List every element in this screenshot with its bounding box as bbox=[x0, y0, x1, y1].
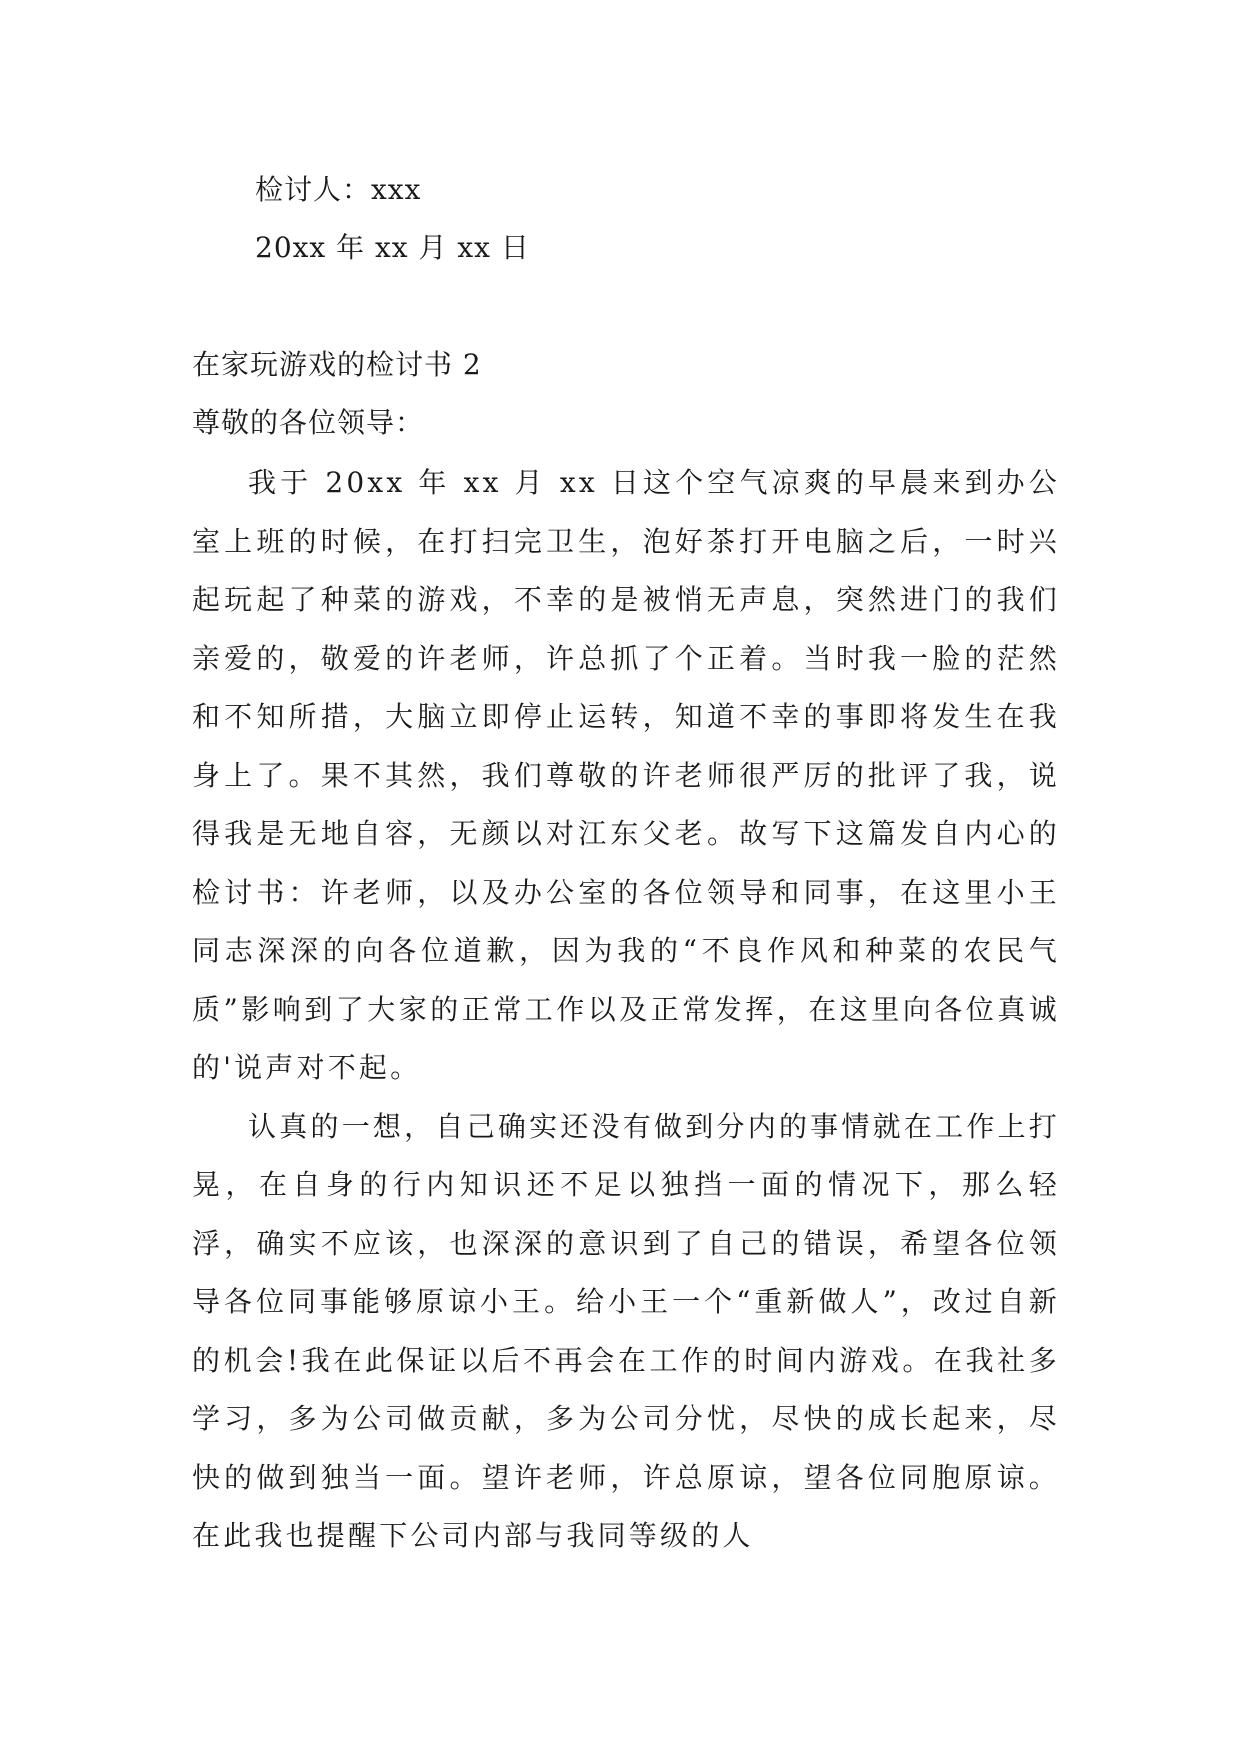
signature-date: 20xx 年 xx 月 xx 日 bbox=[255, 231, 530, 264]
letter-body bbox=[192, 454, 1060, 1566]
reviewer-signature: 检讨人：xxx bbox=[255, 173, 422, 206]
letter-salutation: 尊敬的各位领导： bbox=[192, 406, 425, 439]
body-paragraph: 认真的一想，自己确实还没有做到分内的事情就在工作上打晃，在自身的行内知识还不足以独挡一面的情况下，那么轻浮，确实不应该，也深深的意识到了自己的错误，希望各位领导各位同事能够原谅小王。给小王一个“重新做人”，改过自新的机会!我在此保证以后不再会在工作的时间内游戏。在我社多学习，多为公司做贡献，多为公司分忧，尽快的成长起来，尽快的做到独当一面。望许老师，许总原谅，望各位同胞原谅。在此我也提醒下公司内部与我同等级的人 bbox=[192, 1109, 1060, 1552]
letter-title: 在家玩游戏的检讨书 2 bbox=[192, 348, 482, 381]
body-paragraph: 我于 20xx 年 xx 月 xx 日这个空气凉爽的早晨来到办公室上班的时候，在打扫完卫生，泡好茶打开电脑之后，一时兴起玩起了种菜的游戏，不幸的是被悄无声息，突然进门的我们亲爱的，敬爱的许老师，许总抓了个正着。当时我一脸的茫然和不知所措，大脑立即停止运转，知道不幸的事即将发生在我身上了。果不其然，我们尊敬的许老师很严厉的批评了我，说得我是无地自容，无颜以对江东父老。故写下这篇发自内心的检讨书：许老师，以及办公室的各位领导和同事，在这里小王同志深深的向各位道歉，因为我的“不良作风和种菜的农民气质”影响到了大家的正常工作以及正常发挥，在这里向各位真诚的'说声对不起。 bbox=[192, 466, 1060, 1084]
